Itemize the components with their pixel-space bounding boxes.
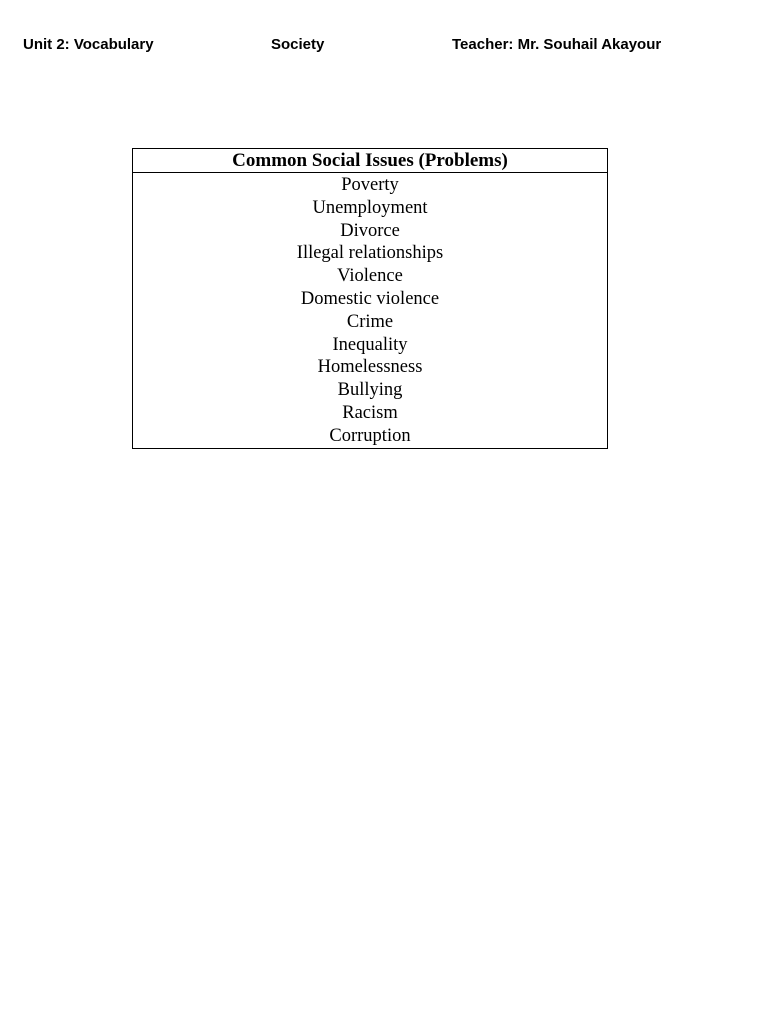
issue-item: Violence — [337, 266, 403, 287]
table-body — [133, 173, 607, 448]
issue-item: Inequality — [332, 334, 408, 355]
teacher-name: Teacher: Mr. Souhail Akayour — [452, 36, 662, 53]
table-title: Common Social Issues (Problems) — [133, 149, 607, 173]
issue-item: Domestic violence — [300, 288, 440, 309]
topic-title: Society — [271, 36, 325, 53]
page-header — [0, 35, 768, 57]
issue-item: Crime — [346, 311, 394, 332]
issue-item: Divorce — [340, 220, 400, 241]
unit-title: Unit 2: Vocabulary — [23, 36, 154, 53]
issue-item: Racism — [342, 402, 398, 423]
issue-item: Homelessness — [317, 357, 423, 378]
issue-item: Bullying — [337, 380, 403, 401]
social-issues-table — [132, 148, 608, 449]
issue-item: Poverty — [341, 175, 399, 195]
issue-item: Unemployment — [312, 197, 428, 218]
issue-item: Illegal relationships — [296, 243, 444, 264]
issue-item: Corruption — [329, 425, 411, 446]
